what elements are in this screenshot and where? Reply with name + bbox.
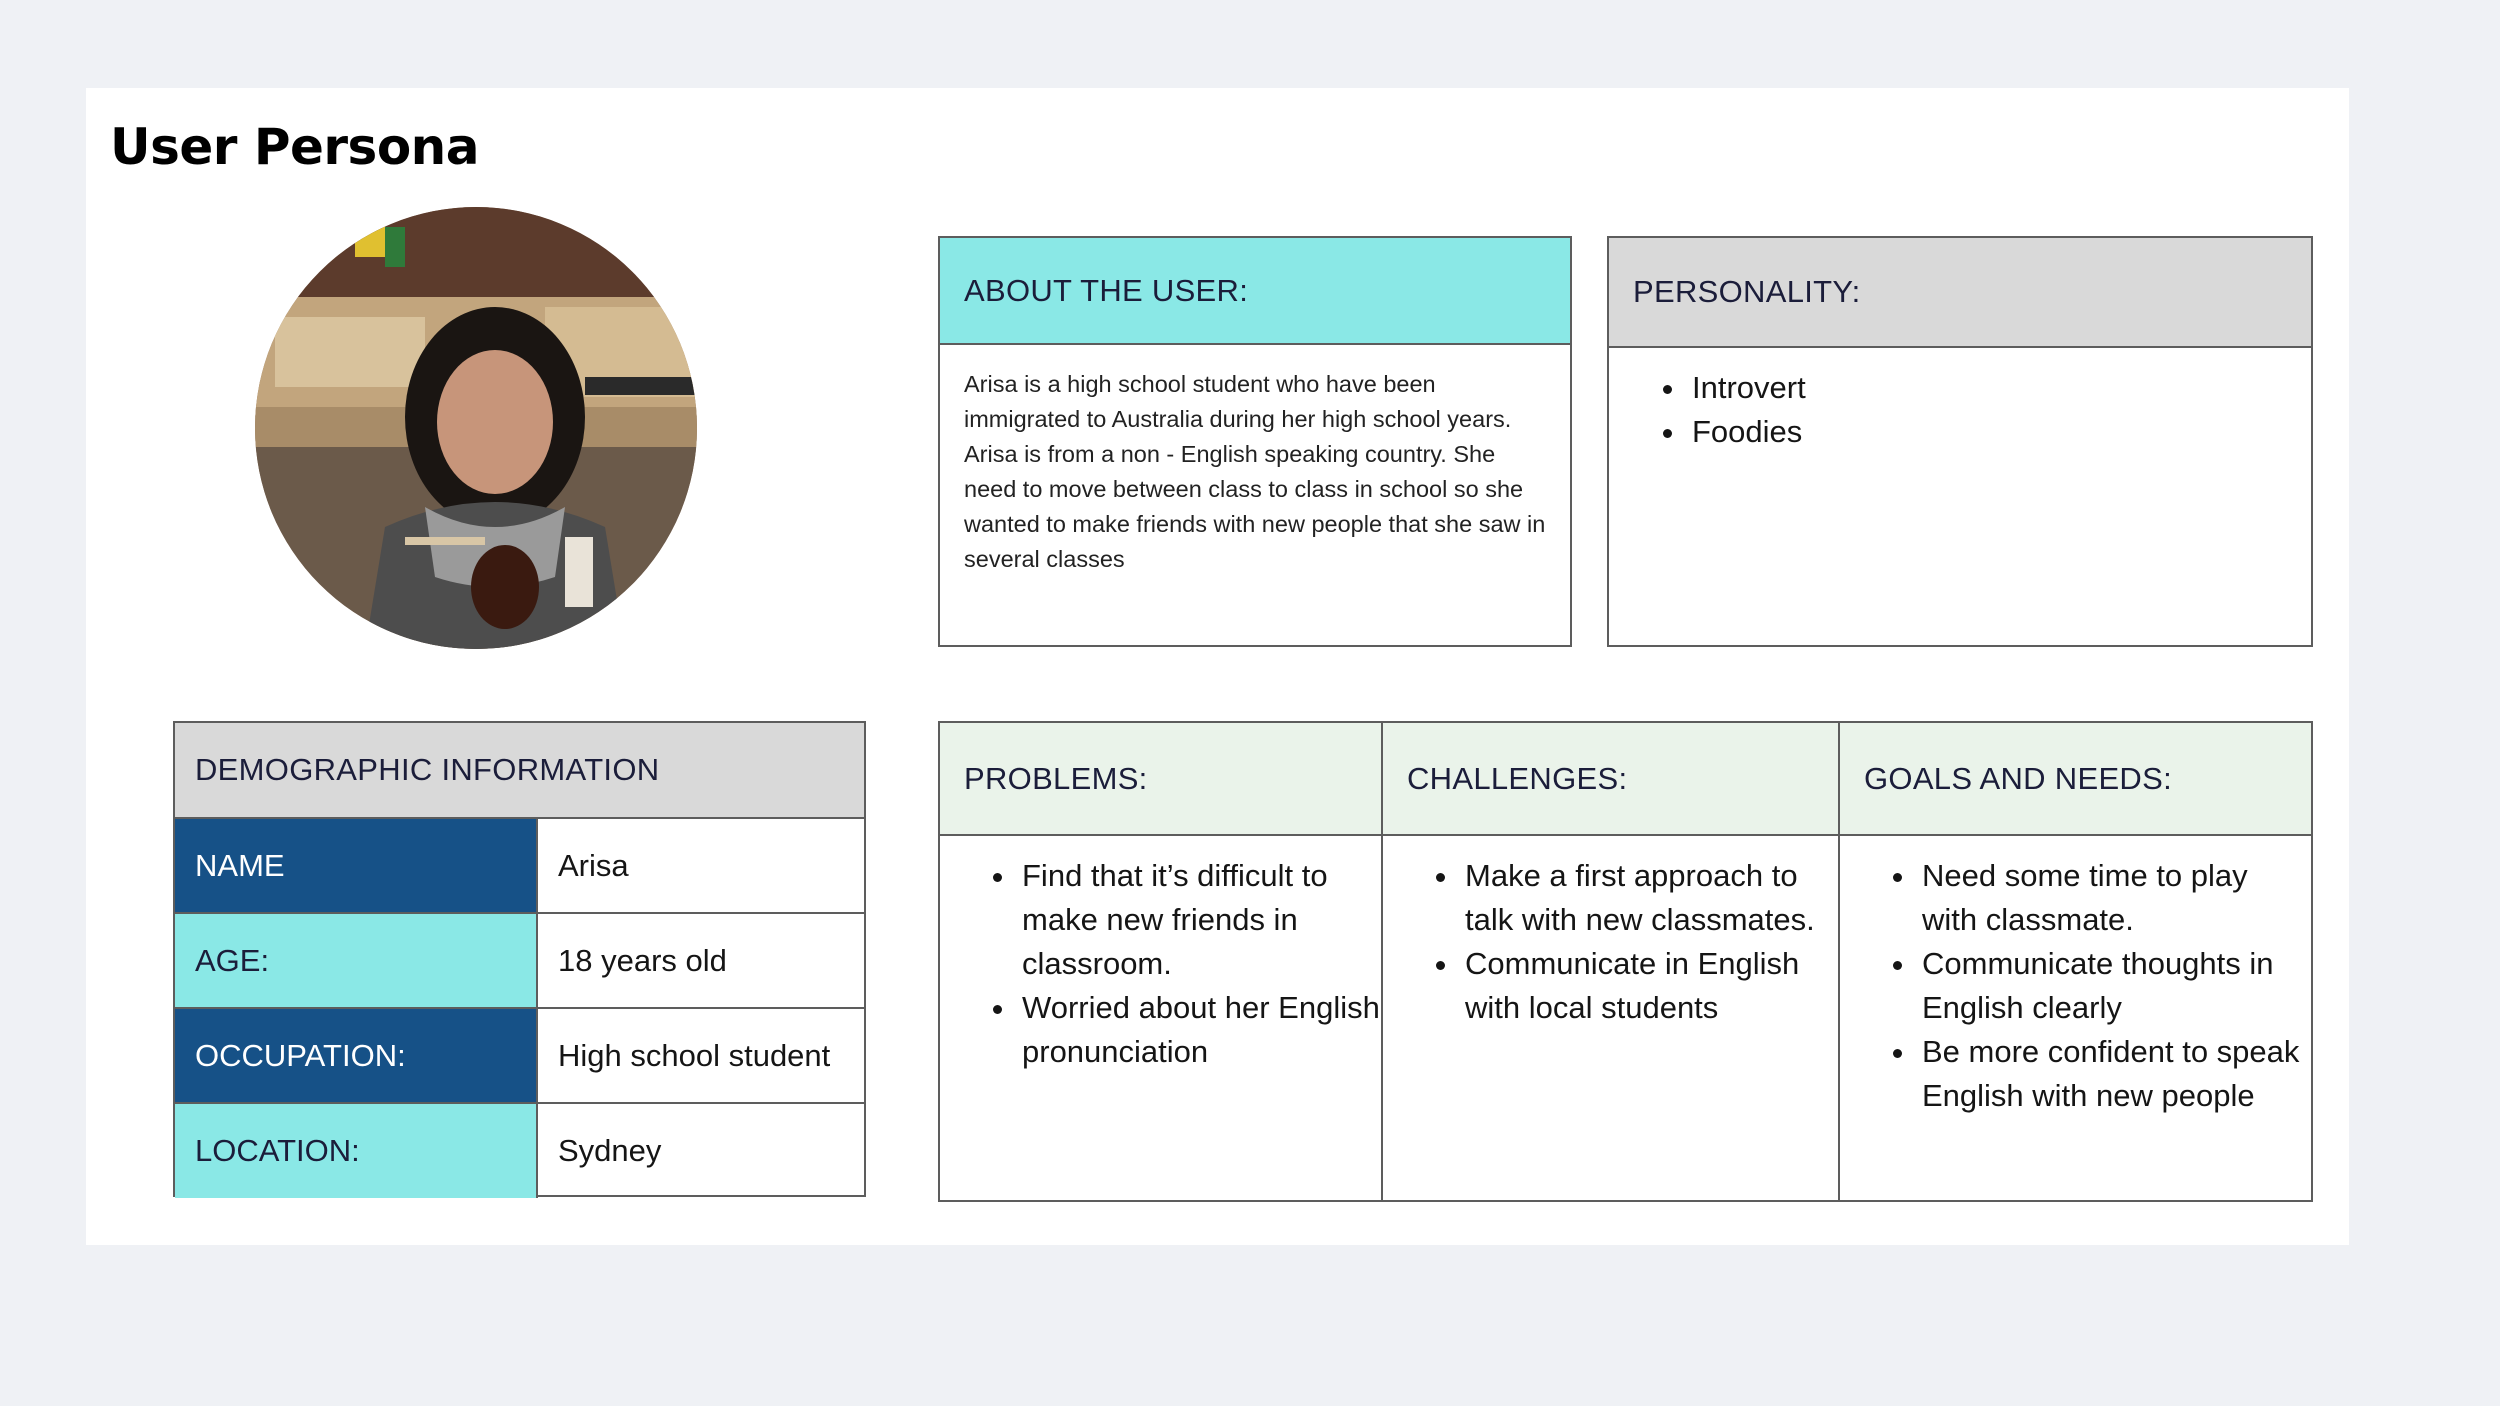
list-item: • Communicate in English with local students [1461,942,1838,1030]
demographic-table [173,721,866,1197]
user-photo-image [255,207,697,649]
age-label: AGE: [175,914,538,1007]
personality-card [1607,236,2313,647]
location-value: Sydney [558,1133,662,1168]
goals-column [1840,723,2311,1200]
user-photo [255,207,697,649]
about-card [938,236,1572,647]
challenges-list [1383,836,1838,1030]
occupation-label: OCCUPATION: [175,1009,538,1102]
personality-heading: PERSONALITY: [1609,238,2311,348]
age-value: 18 years old [558,942,727,978]
list-item: • Communicate thoughts in English clearly [1918,942,2311,1030]
about-text: Arisa is a high school student who have been immigrated to Australia during her high school years. Arisa is from a non - English speaking country. She need to move between class to class in school so she wanted to make friends with new people that she saw in several classes [964,371,1546,572]
list-item: • Worried about her English pronunciation [1018,986,1381,1074]
challenges-heading: CHALLENGES: [1383,723,1838,836]
table-row [175,914,864,1009]
about-heading: ABOUT THE USER: [940,238,1570,345]
list-item: • Make a first approach to talk with new classmates. [1461,854,1838,942]
name-value: Arisa [558,847,629,883]
table-row [175,1009,864,1104]
occupation-value: High school student [558,1037,831,1073]
list-item: • Find that it’s difficult to make new friends in classroom. [1018,854,1381,986]
problems-challenges-goals [938,721,2313,1202]
goals-heading: GOALS AND NEEDS: [1840,723,2311,836]
demographic-heading: DEMOGRAPHIC INFORMATION [175,723,864,819]
problems-list [940,836,1381,1074]
list-item: • Foodies [1688,410,2311,454]
challenges-column [1383,723,1840,1200]
table-row [175,819,864,914]
persona-slide [86,88,2349,1245]
goals-list [1840,836,2311,1118]
problems-column [940,723,1383,1200]
list-item: • Need some time to play with classmate. [1918,854,2311,942]
table-row [175,1104,864,1198]
problems-heading: PROBLEMS: [940,723,1381,836]
list-item: • Be more confident to speak English with new people [1918,1030,2311,1118]
list-item: • Introvert [1688,366,2311,410]
page-title: User Persona [110,118,479,176]
personality-list [1609,348,2311,454]
location-label: LOCATION: [175,1104,538,1198]
name-label: NAME [175,819,538,912]
